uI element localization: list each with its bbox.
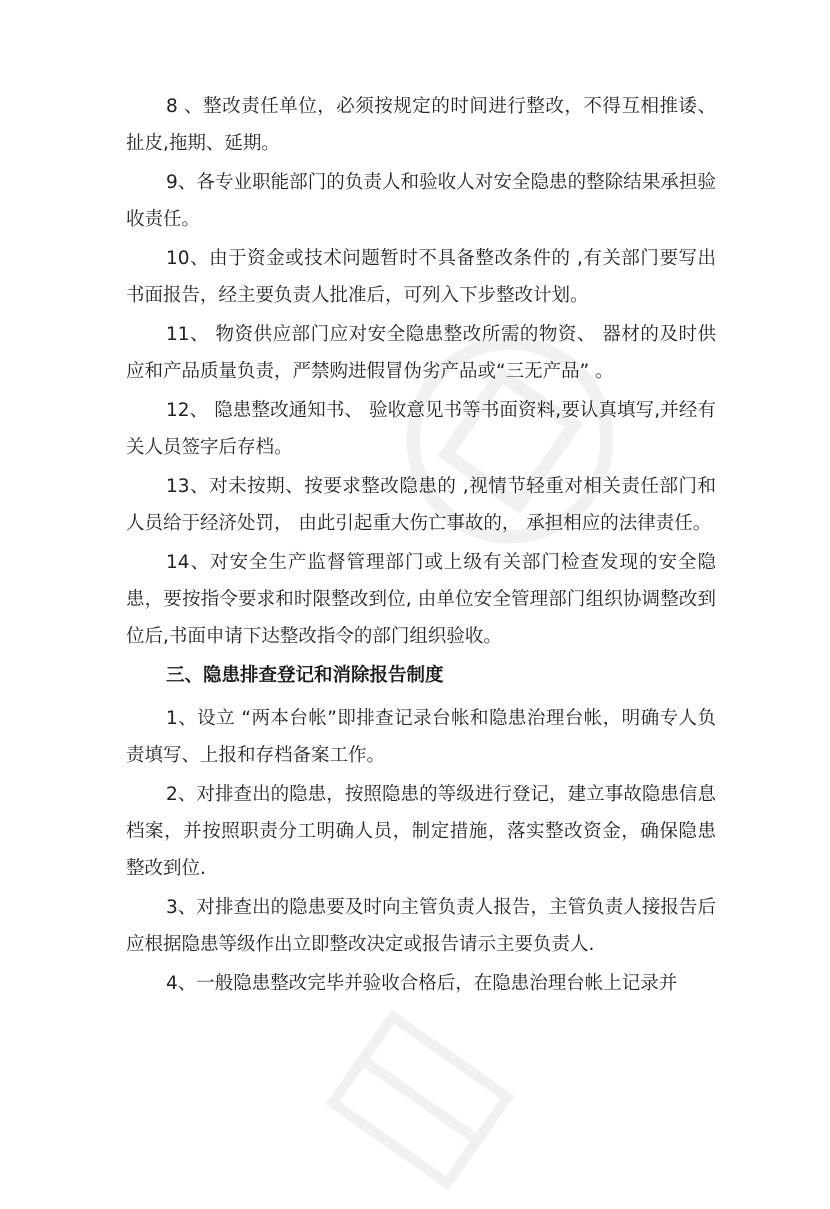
section-paragraph-2: 2、对排查出的隐患，按照隐患的等级进行登记，建立事故隐患信息档案，并按照职责分工明确人员，制定措施，落实整改资金，确保隐患整改到位. [126,784,716,879]
paragraph-12: 12、 隐患整改通知书、 验收意见书等书面资料,要认真填写,并经有关人员签字后存档。 [126,400,716,458]
watermark-icon [306,991,534,1209]
section-heading: 三、隐患排查登记和消除报告制度 [166,665,444,686]
paragraph-8: 8 、整改责任单位，必须按规定的时间进行整改，不得互相推诿、扯皮,拖期、延期。 [126,96,716,154]
section-paragraph-4: 4、一般隐患整改完毕并验收合格后，在隐患治理台帐上记录并 [166,973,678,994]
paragraph-10: 10、由于资金或技术问题暂时不具备整改条件的 ,有关部门要写出书面报告，经主要负责人批准后，可列入下步整改计划。 [126,248,716,306]
document-body [126,88,716,1004]
paragraph-11: 11、 物资供应部门应对安全隐患整改所需的物资、 器材的及时供应和产品质量负责，严禁购进假冒伪劣产品或“三无产品” 。 [126,324,716,382]
section-paragraph-1: 1、设立 “两本台帐”即排查记录台帐和隐患治理台帐，明确专人负责填写、上报和存档备案工作。 [126,708,716,766]
paragraph-14: 14、对安全生产监督管理部门或上级有关部门检查发现的安全隐患，要按指令要求和时限整改到位, 由单位安全管理部门组织协调整改到位后,书面申请下达整改指令的部门组织验收。 [126,552,716,647]
section-paragraph-3: 3、对排查出的隐患要及时向主管负责人报告，主管负责人接报告后应根据隐患等级作出立即整改决定或报告请示主要负责人. [126,897,716,955]
paragraph-9: 9、各专业职能部门的负责人和验收人对安全隐患的整除结果承担验收责任。 [126,172,716,230]
paragraph-13: 13、对未按期、按要求整改隐患的 ,视情节轻重对相关责任部门和人员给于经济处罚， 由此引起重大伤亡事故的， 承担相应的法律责任。 [126,476,716,534]
